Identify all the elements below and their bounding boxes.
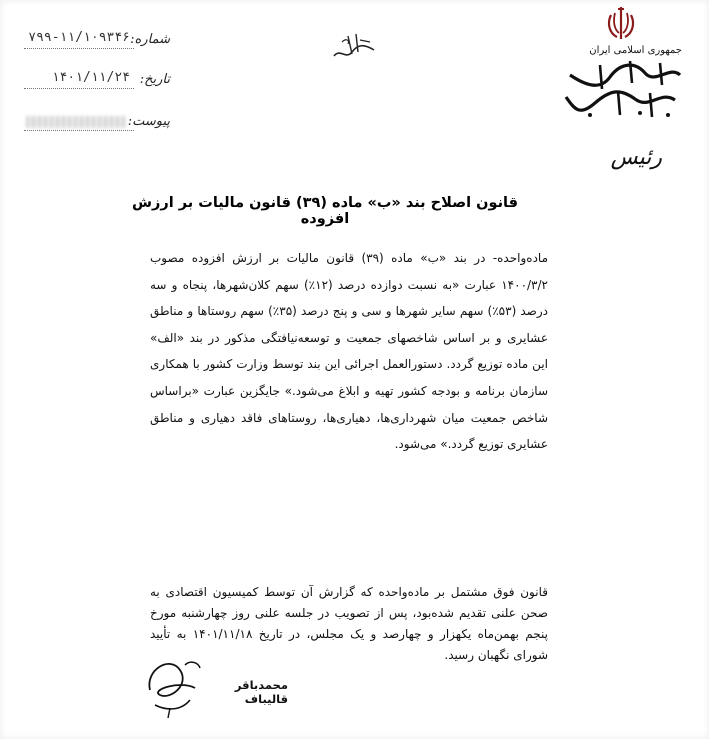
redacted-area <box>26 116 126 128</box>
number-dotted-line <box>24 48 134 49</box>
law-title: قانون اصلاح بند «ب» ماده (۳۹) قانون مالیات بر ارزش افزوده <box>132 195 518 227</box>
attachment-row <box>20 114 170 138</box>
attachment-dotted-line <box>24 130 134 131</box>
emblem-icon <box>605 5 637 41</box>
number-row <box>20 32 170 56</box>
republic-line: جمهوری اسلامی ایران <box>589 45 682 56</box>
date-value: ۱۴۰۱/۱۱/۲۴ <box>51 70 130 85</box>
law-body <box>150 245 548 458</box>
date-row <box>20 72 170 96</box>
office-title: رئیس <box>610 145 662 170</box>
date-label: تاریخ: <box>139 72 170 87</box>
date-dotted-line <box>24 88 134 89</box>
letterhead <box>555 5 690 175</box>
handwritten-signature <box>140 650 210 720</box>
approval-paragraph: قانون فوق مشتمل بر ماده‌واحده که گزارش آن توسط کمیسیون اقتصادی به صحن علنی تقدیم شده‌بود، پس از تصویب در جلسه علنی روز چهارشنبه مورخ پنجم بهمن‌ماه یکهزار و چهارصد و یک مجلس، در تاریخ ۱۴۰۱/۱۱/۱۸ به تأیید شورای نگهبان رسید. <box>150 585 548 662</box>
number-value: ۷۹۹-۱۱/۱۰۹۳۴۶ <box>28 30 130 45</box>
attachment-label: پیوست: <box>127 114 170 129</box>
signer-name: محمدباقر قالیباف <box>234 678 288 706</box>
single-article-paragraph: ماده‌واحده- در بند «ب» ماده (۳۹) قانون مالیات بر ارزش افزوده مصوب ۱۴۰۰/۳/۲ عبارت «به نسبت دوازده درصد (۱۲٪) سهم کلان‌شهرها، پنجاه و سه درصد (۵۳٪) سهم سایر شهرها و سی و پنج درصد (۳۵٪) سهم روستاها و مناطق عشایری و بر اساس شاخصهای جمعیت و توسعه‌نیافتگی مذکور در بند «الف» این ماده توزیع گردد. دستورالعمل اجرائی این بند توسط وزارت کشور با همکاری سازمان برنامه و بودجه کشور تهیه و ابلاغ می‌شود.» جایگزین عبارت «براساس شاخص جمعیت میان شهرداری‌ها، دهیاری‌ها، روستاهای فاقد دهیاری و مناطق عشایری توزیع گردد.» می‌شود. <box>150 251 549 452</box>
majlis-calligraphy <box>560 55 690 125</box>
number-label: شماره: <box>130 32 170 47</box>
basmala-mark <box>330 26 380 66</box>
letter-meta <box>20 22 170 142</box>
